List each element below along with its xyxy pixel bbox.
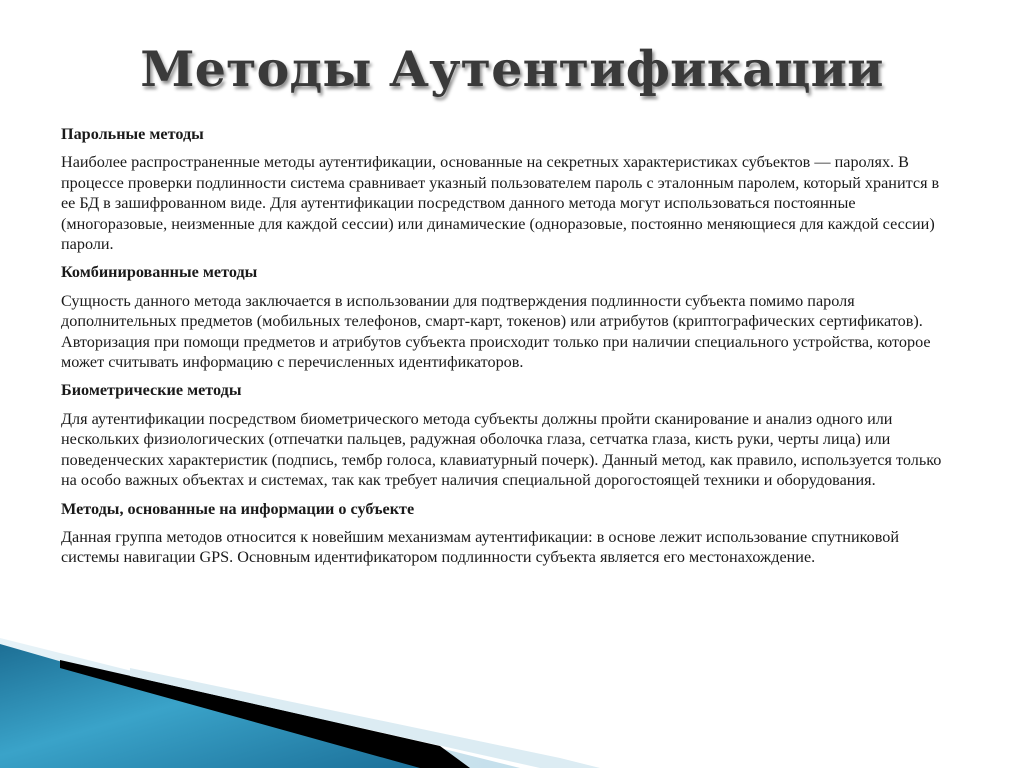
- section-subject-info: [61, 499, 951, 568]
- section-text: Наиболее распространенные методы аутентификации, основанные на секретных характеристиках субъектов — паролях. В процессе проверки подлинности система сравнивает указный пользователем пароль с эталонным паролем, который хранится в ее БД в зашифрованном виде. Для аутентификации посредством данного метода могут использоваться постоянные (многоразовые, неизменные для каждой сессии) или динамические (одноразовые, постоянно меняющиеся для каждой сессии) пароли.: [61, 153, 940, 254]
- section-text: Для аутентификации посредством биометрического метода субъекты должны пройти сканирование и анализ одного или нескольких физиологических (отпечатки пальцев, радужная оболочка глаза, сетчатка глаза, кисть руки, черты лица) или поведенческих характеристик (подпись, тембр голоса, клавиатурный почерк). Данный метод, как правило, используется только на особо важных объектах и системах, так как требует наличия специальной дорогостоящей техники и оборудования.: [61, 409, 942, 490]
- section-combined: [61, 262, 951, 372]
- section-heading: Комбинированные методы: [61, 263, 258, 282]
- blue-swoosh: [0, 644, 430, 768]
- section-text: Данная группа методов относится к новейшим механизмам аутентификации: в основе лежит использование спутниковой системы навигации GPS. Основным идентификатором подлинности субъекта является его местонахождение.: [61, 527, 900, 567]
- slide-title: Методы Аутентификации: [140, 40, 884, 98]
- section-biometric: [61, 380, 951, 490]
- section-heading: Методы, основанные на информации о субъекте: [61, 499, 415, 518]
- black-stripe: [60, 660, 470, 768]
- section-heading: Биометрические методы: [61, 381, 242, 400]
- section-password: [61, 124, 951, 254]
- section-text: Сущность данного метода заключается в использовании для подтверждения подлинности субъекта помимо пароля дополнительных предметов (мобильных телефонов, смарт-карт, токенов) или атрибутов (криптографических сертификатов). Авторизация при помощи предметов и атрибутов субъекта происходит только при наличии специального устройства, которое может считывать информацию с перечисленных идентификаторов.: [61, 291, 931, 372]
- corner-decoration: [0, 638, 1024, 768]
- light-thin-stripe: [130, 668, 600, 768]
- light-stripe: [0, 638, 520, 768]
- section-heading: Парольные методы: [61, 125, 204, 143]
- slide-content: [61, 124, 951, 576]
